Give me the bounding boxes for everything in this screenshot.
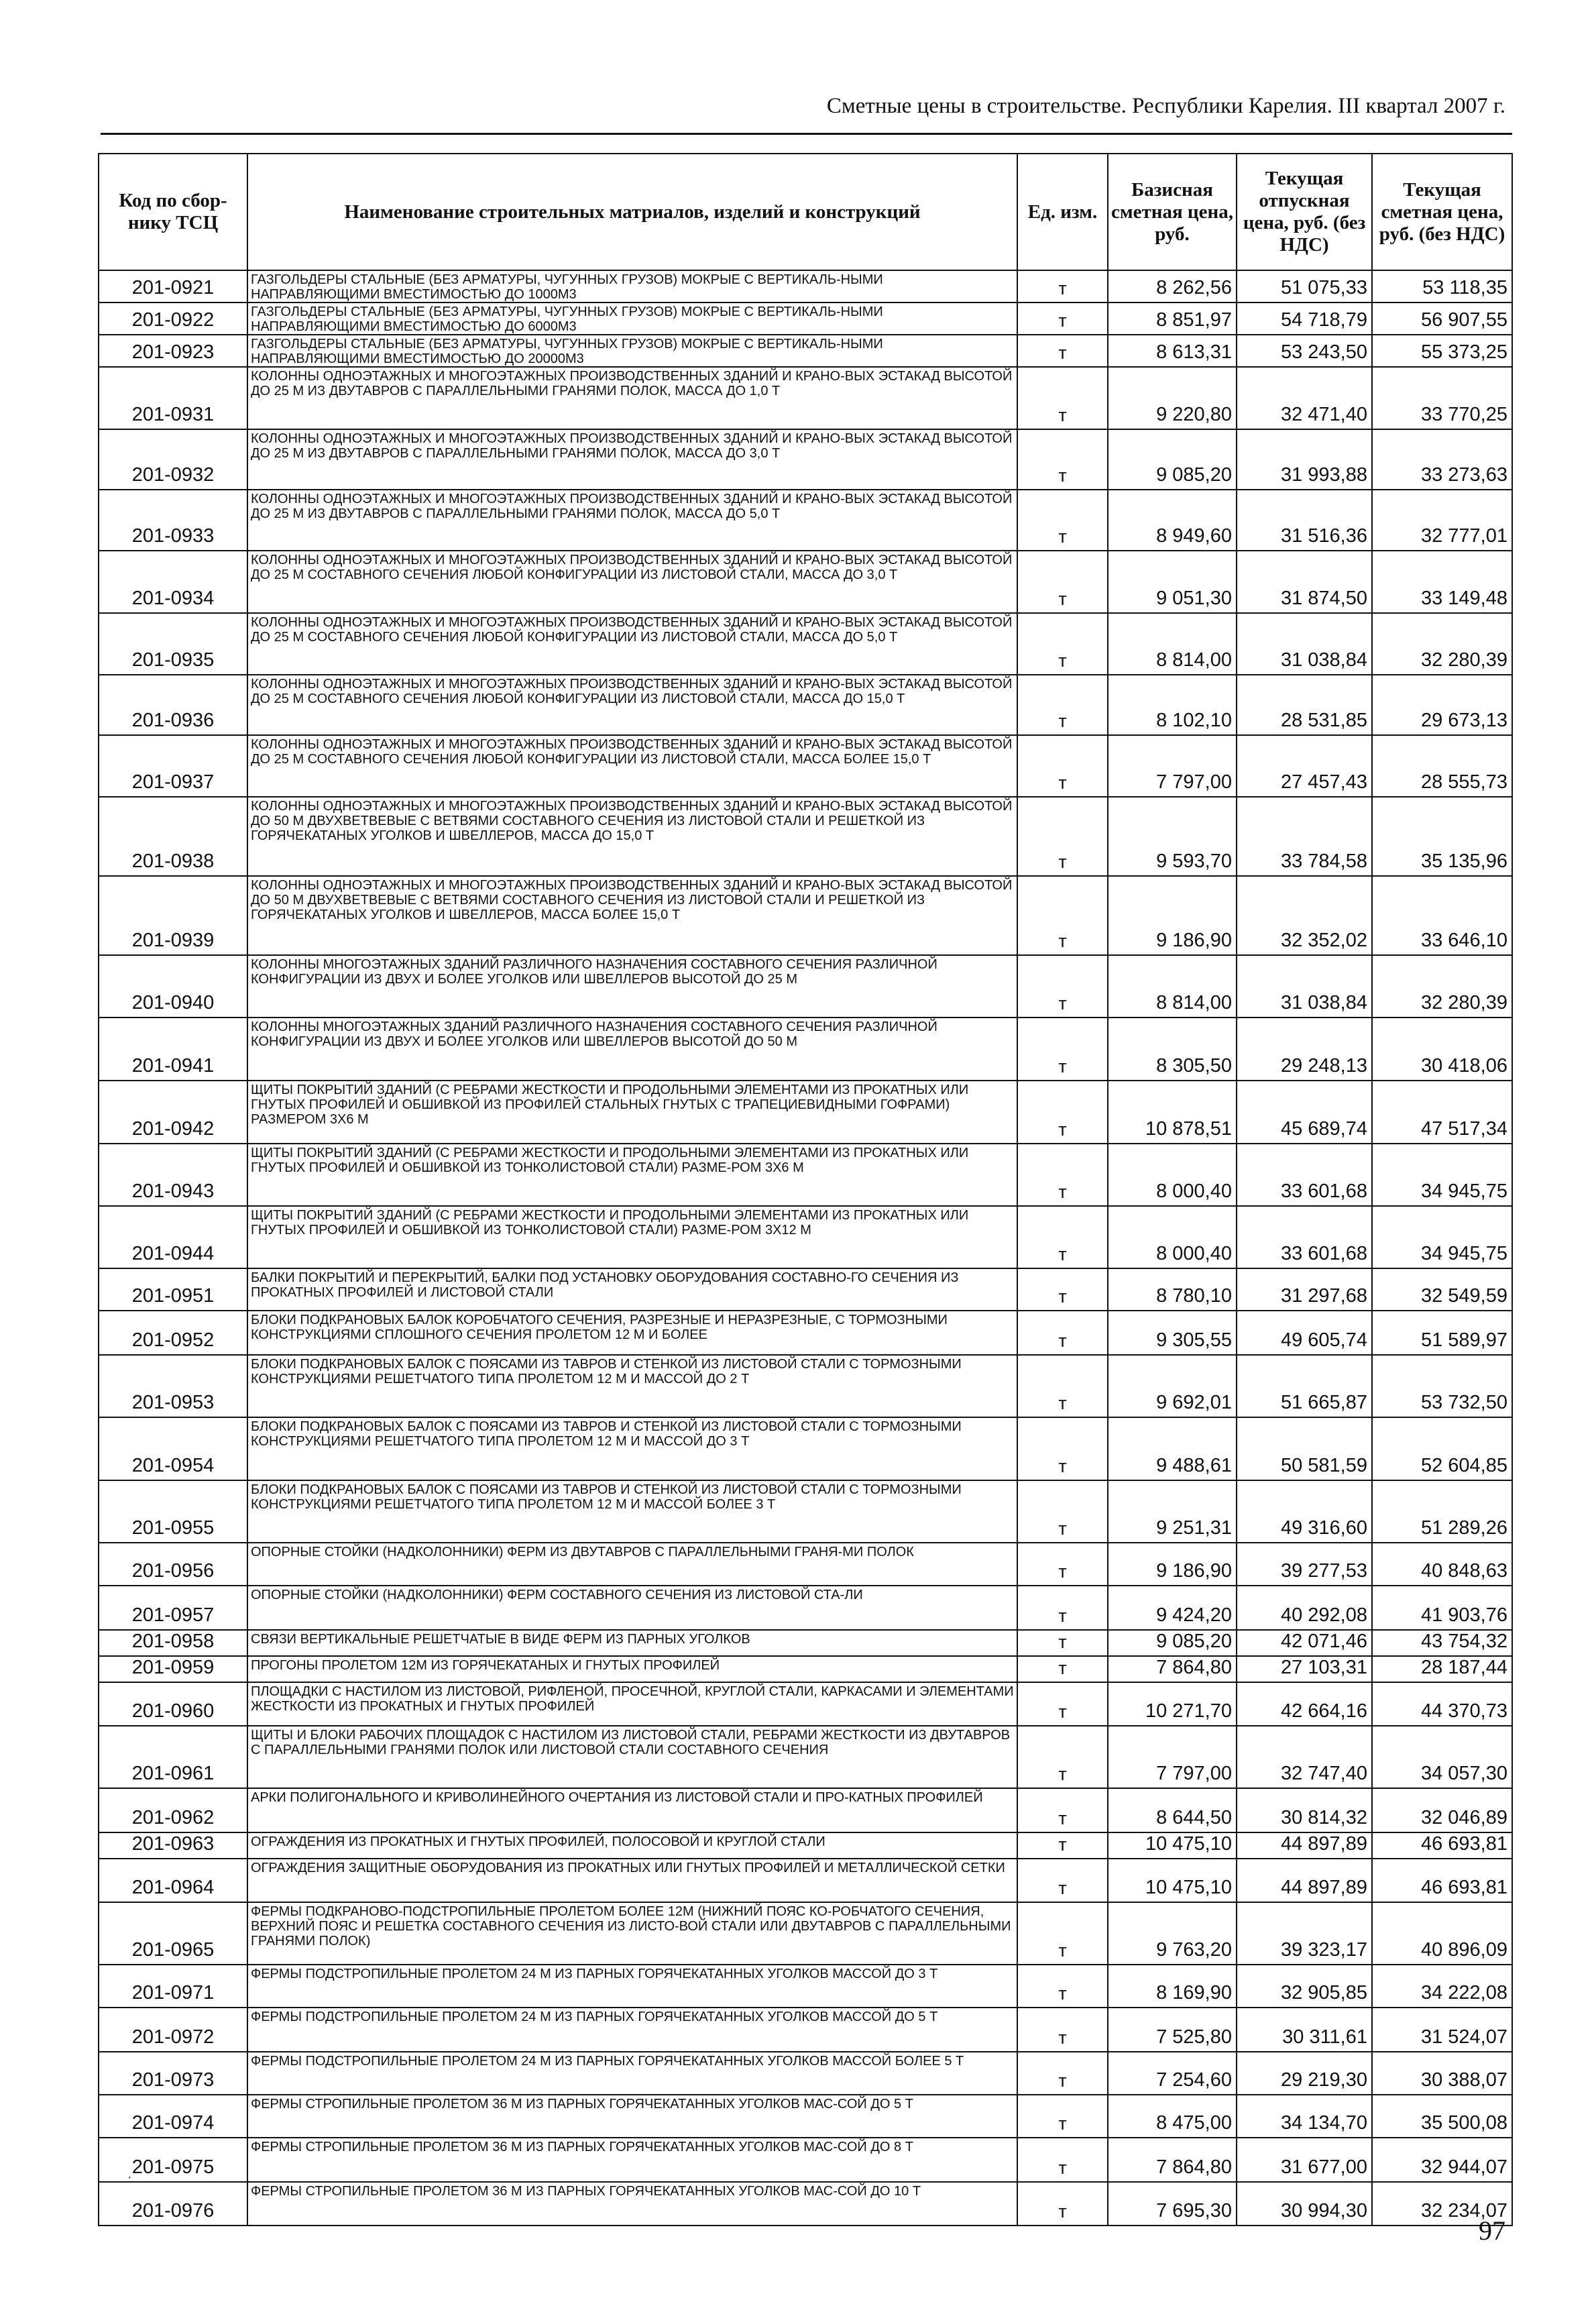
- name-cell: ГАЗГОЛЬДЕРЫ СТАЛЬНЫЕ (БЕЗ АРМАТУРЫ, ЧУГУННЫХ ГРУЗОВ) МОКРЫЕ С ВЕРТИКАЛЬ-НЫМИ НАПРАВЛЯЮЩИМИ ВМЕСТИМОСТЬЮ ДО 6000М3: [247, 303, 1017, 335]
- code-cell: 201-0973: [99, 2052, 247, 2095]
- release-price-cell: 42 071,46: [1237, 1630, 1372, 1656]
- name-cell: ПРОГОНЫ ПРОЛЕТОМ 12М ИЗ ГОРЯЧЕКАТАНЫХ И ГНУТЫХ ПРОФИЛЕЙ: [247, 1656, 1017, 1682]
- estimate-price-cell: 53 732,50: [1372, 1355, 1512, 1417]
- unit-cell: т: [1017, 429, 1108, 490]
- unit-cell: т: [1017, 367, 1108, 429]
- base-price-cell: 8 262,56: [1108, 270, 1237, 303]
- estimate-price-cell: 33 646,10: [1372, 876, 1512, 955]
- base-price-cell: 10 475,10: [1108, 1859, 1237, 1902]
- unit-cell: т: [1017, 1630, 1108, 1656]
- name-cell: ФЕРМЫ ПОДКРАНОВО-ПОДСТРОПИЛЬНЫЕ ПРОЛЕТОМ БОЛЕЕ 12М (НИЖНИЙ ПОЯС КО-РОБЧАТОГО СЕЧЕНИЯ, ВЕРХНИЙ ПОЯС И РЕШЕТКА СОСТАВНОГО СЕЧЕНИЯ ИЗ ЛИСТО-ВОЙ СТАЛИ ИЛИ ДВУТАВРОВ С ПАРАЛЛЕЛЬНЫМИ ГРАНЯМИ ПОЛОК): [247, 1902, 1017, 1965]
- estimate-price-cell: 28 187,44: [1372, 1656, 1512, 1682]
- column-header-unit: Ед. изм.: [1017, 154, 1108, 270]
- base-price-cell: 9 186,90: [1108, 876, 1237, 955]
- unit-cell: т: [1017, 490, 1108, 551]
- code-cell: 201-0971: [99, 1965, 247, 2008]
- unit-cell: т: [1017, 1206, 1108, 1268]
- base-price-cell: 9 251,31: [1108, 1480, 1237, 1543]
- base-price-cell: 8 169,90: [1108, 1965, 1237, 2008]
- estimate-price-cell: 30 388,07: [1372, 2052, 1512, 2095]
- code-cell: 201-0962: [99, 1788, 247, 1832]
- release-price-cell: 31 038,84: [1237, 613, 1372, 675]
- base-price-cell: 9 488,61: [1108, 1417, 1237, 1480]
- code-cell: 201-0923: [99, 335, 247, 367]
- base-price-cell: 8 305,50: [1108, 1018, 1237, 1081]
- name-cell: ЩИТЫ ПОКРЫТИЙ ЗДАНИЙ (С РЕБРАМИ ЖЕСТКОСТИ И ПРОДОЛЬНЫМИ ЭЛЕМЕНТАМИ ИЗ ПРОКАТНЫХ ИЛИ ГНУТЫХ ПРОФИЛЕЙ И ОБШИВКОЙ ИЗ ТОНКОЛИСТОВОЙ СТАЛИ) РАЗМЕ-РОМ 3Х6 М: [247, 1144, 1017, 1206]
- table-row: [99, 335, 1512, 367]
- release-price-cell: 39 323,17: [1237, 1902, 1372, 1965]
- release-price-cell: 39 277,53: [1237, 1543, 1372, 1586]
- table-header-row: [99, 154, 1512, 270]
- code-cell: 201-0921: [99, 270, 247, 303]
- estimate-price-cell: 33 149,48: [1372, 551, 1512, 613]
- table-row: [99, 367, 1512, 429]
- unit-cell: т: [1017, 335, 1108, 367]
- name-cell: ФЕРМЫ СТРОПИЛЬНЫЕ ПРОЛЕТОМ 36 М ИЗ ПАРНЫХ ГОРЯЧЕКАТАННЫХ УГОЛКОВ МАС-СОЙ ДО 10 Т: [247, 2182, 1017, 2226]
- base-price-cell: 9 186,90: [1108, 1543, 1237, 1586]
- code-cell: 201-0964: [99, 1859, 247, 1902]
- name-cell: ЩИТЫ ПОКРЫТИЙ ЗДАНИЙ (С РЕБРАМИ ЖЕСТКОСТИ И ПРОДОЛЬНЫМИ ЭЛЕМЕНТАМИ ИЗ ПРОКАТНЫХ ИЛИ ГНУТЫХ ПРОФИЛЕЙ И ОБШИВКОЙ ИЗ ПРОФИЛЕЙ СТАЛЬНЫХ ГНУТЫХ С ТРАПЕЦИЕВИДНЫМИ ГОФРАМИ) РАЗМЕРОМ 3Х6 М: [247, 1081, 1017, 1144]
- estimate-price-cell: 32 234,07: [1372, 2182, 1512, 2226]
- table-row: [99, 2138, 1512, 2182]
- estimate-price-cell: 35 500,08: [1372, 2095, 1512, 2138]
- base-price-cell: 9 692,01: [1108, 1355, 1237, 1417]
- column-header-estimate-price: Текущая сметная цена, руб. (без НДС): [1372, 154, 1512, 270]
- name-cell: ЩИТЫ ПОКРЫТИЙ ЗДАНИЙ (С РЕБРАМИ ЖЕСТКОСТИ И ПРОДОЛЬНЫМИ ЭЛЕМЕНТАМИ ИЗ ПРОКАТНЫХ ИЛИ ГНУТЫХ ПРОФИЛЕЙ И ОБШИВКОЙ ИЗ ТОНКОЛИСТОВОЙ СТАЛИ) РАЗМЕ-РОМ 3Х12 М: [247, 1206, 1017, 1268]
- base-price-cell: 9 051,30: [1108, 551, 1237, 613]
- name-cell: БЛОКИ ПОДКРАНОВЫХ БАЛОК КОРОБЧАТОГО СЕЧЕНИЯ, РАЗРЕЗНЫЕ И НЕРАЗРЕЗНЫЕ, С ТОРМОЗНЫМИ КОНСТРУКЦИЯМИ СПЛОШНОГО СЕЧЕНИЯ ПРОЛЕТОМ 12 М И БОЛЕЕ: [247, 1311, 1017, 1355]
- name-cell: ГАЗГОЛЬДЕРЫ СТАЛЬНЫЕ (БЕЗ АРМАТУРЫ, ЧУГУННЫХ ГРУЗОВ) МОКРЫЕ С ВЕРТИКАЛЬ-НЫМИ НАПРАВЛЯЮЩИМИ ВМЕСТИМОСТЬЮ ДО 1000М3: [247, 270, 1017, 303]
- table-row: [99, 2182, 1512, 2226]
- release-price-cell: 28 531,85: [1237, 675, 1372, 735]
- release-price-cell: 32 471,40: [1237, 367, 1372, 429]
- base-price-cell: 7 864,80: [1108, 2138, 1237, 2182]
- unit-cell: т: [1017, 1965, 1108, 2008]
- base-price-cell: 8 814,00: [1108, 613, 1237, 675]
- estimate-price-cell: 40 848,63: [1372, 1543, 1512, 1586]
- name-cell: ФЕРМЫ СТРОПИЛЬНЫЕ ПРОЛЕТОМ 36 М ИЗ ПАРНЫХ ГОРЯЧЕКАТАННЫХ УГОЛКОВ МАС-СОЙ ДО 5 Т: [247, 2095, 1017, 2138]
- base-price-cell: 8 644,50: [1108, 1788, 1237, 1832]
- code-cell: 201-0937: [99, 735, 247, 797]
- unit-cell: т: [1017, 1543, 1108, 1586]
- base-price-cell: 8 000,40: [1108, 1144, 1237, 1206]
- table-row: [99, 1081, 1512, 1144]
- estimate-price-cell: 51 289,26: [1372, 1480, 1512, 1543]
- estimate-price-cell: 46 693,81: [1372, 1859, 1512, 1902]
- unit-cell: т: [1017, 1144, 1108, 1206]
- estimate-price-cell: 44 370,73: [1372, 1682, 1512, 1726]
- estimate-price-cell: 33 273,63: [1372, 429, 1512, 490]
- table-row: [99, 1832, 1512, 1859]
- name-cell: СВЯЗИ ВЕРТИКАЛЬНЫЕ РЕШЕТЧАТЫЕ В ВИДЕ ФЕРМ ИЗ ПАРНЫХ УГОЛКОВ: [247, 1630, 1017, 1656]
- unit-cell: т: [1017, 1081, 1108, 1144]
- table-row: [99, 1480, 1512, 1543]
- table-row: [99, 1543, 1512, 1586]
- base-price-cell: 9 424,20: [1108, 1586, 1237, 1630]
- code-cell: 201-0974: [99, 2095, 247, 2138]
- unit-cell: т: [1017, 1018, 1108, 1081]
- name-cell: БАЛКИ ПОКРЫТИЙ И ПЕРЕКРЫТИЙ, БАЛКИ ПОД УСТАНОВКУ ОБОРУДОВАНИЯ СОСТАВНО-ГО СЕЧЕНИЯ ИЗ ПРОКАТНЫХ ПРОФИЛЕЙ И ЛИСТОВОЙ СТАЛИ: [247, 1268, 1017, 1311]
- name-cell: ПЛОЩАДКИ С НАСТИЛОМ ИЗ ЛИСТОВОЙ, РИФЛЕНОЙ, ПРОСЕЧНОЙ, КРУГЛОЙ СТАЛИ, КАРКАСАМИ И ЭЛЕМЕНТАМИ ЖЕСТКОСТИ ИЗ ПРОКАТНЫХ И ГНУТЫХ ПРОФИЛЕЙ: [247, 1682, 1017, 1726]
- estimate-price-cell: 47 517,34: [1372, 1081, 1512, 1144]
- table-row: [99, 1902, 1512, 1965]
- table-row: [99, 876, 1512, 955]
- code-cell: 201-0952: [99, 1311, 247, 1355]
- name-cell: КОЛОННЫ ОДНОЭТАЖНЫХ И МНОГОЭТАЖНЫХ ПРОИЗВОДСТВЕННЫХ ЗДАНИЙ И КРАНО-ВЫХ ЭСТАКАД ВЫСОТОЙ ДО 25 М СОСТАВНОГО СЕЧЕНИЯ ЛЮБОЙ КОНФИГУРАЦИИ ИЗ ЛИСТОВОЙ СТАЛИ, МАССА ДО 15,0 Т: [247, 675, 1017, 735]
- base-price-cell: 8 613,31: [1108, 335, 1237, 367]
- code-cell: 201-0944: [99, 1206, 247, 1268]
- name-cell: ЩИТЫ И БЛОКИ РАБОЧИХ ПЛОЩАДОК С НАСТИЛОМ ИЗ ЛИСТОВОЙ СТАЛИ, РЕБРАМИ ЖЕСТКОСТИ ИЗ ДВУТАВРОВ С ПАРАЛЛЕЛЬНЫМИ ГРАНЯМИ ПОЛОК ИЛИ ЛИСТОВОЙ СТАЛИ СОСТАВНОГО СЕЧЕНИЯ: [247, 1726, 1017, 1788]
- release-price-cell: 30 814,32: [1237, 1788, 1372, 1832]
- table-row: [99, 490, 1512, 551]
- name-cell: ГАЗГОЛЬДЕРЫ СТАЛЬНЫЕ (БЕЗ АРМАТУРЫ, ЧУГУННЫХ ГРУЗОВ) МОКРЫЕ С ВЕРТИКАЛЬ-НЫМИ НАПРАВЛЯЮЩИМИ ВМЕСТИМОСТЬЮ ДО 20000М3: [247, 335, 1017, 367]
- name-cell: ОПОРНЫЕ СТОЙКИ (НАДКОЛОННИКИ) ФЕРМ СОСТАВНОГО СЕЧЕНИЯ ИЗ ЛИСТОВОЙ СТА-ЛИ: [247, 1586, 1017, 1630]
- release-price-cell: 31 297,68: [1237, 1268, 1372, 1311]
- unit-cell: т: [1017, 551, 1108, 613]
- name-cell: КОЛОННЫ ОДНОЭТАЖНЫХ И МНОГОЭТАЖНЫХ ПРОИЗВОДСТВЕННЫХ ЗДАНИЙ И КРАНО-ВЫХ ЭСТАКАД ВЫСОТОЙ ДО 25 М ИЗ ДВУТАВРОВ С ПАРАЛЛЕЛЬНЫМИ ГРАНЯМИ ПОЛОК, МАССА ДО 1,0 Т: [247, 367, 1017, 429]
- base-price-cell: 8 000,40: [1108, 1206, 1237, 1268]
- code-cell: 201-0961: [99, 1726, 247, 1788]
- estimate-price-cell: 32 777,01: [1372, 490, 1512, 551]
- estimate-price-cell: 34 945,75: [1372, 1206, 1512, 1268]
- price-table: [98, 153, 1513, 2226]
- release-price-cell: 34 134,70: [1237, 2095, 1372, 2138]
- release-price-cell: 44 897,89: [1237, 1859, 1372, 1902]
- code-cell: 201-0957: [99, 1586, 247, 1630]
- code-cell: 201-0963: [99, 1832, 247, 1859]
- code-cell: 201-0922: [99, 303, 247, 335]
- header-rule: [101, 133, 1512, 135]
- release-price-cell: 50 581,59: [1237, 1417, 1372, 1480]
- estimate-price-cell: 32 944,07: [1372, 2138, 1512, 2182]
- base-price-cell: 7 254,60: [1108, 2052, 1237, 2095]
- code-cell: 201-0932: [99, 429, 247, 490]
- unit-cell: т: [1017, 1311, 1108, 1355]
- table-row: [99, 270, 1512, 303]
- page-header: Сметные цены в строительстве. Республики Карелия. III квартал 2007 г.: [826, 94, 1505, 118]
- estimate-price-cell: 52 604,85: [1372, 1417, 1512, 1480]
- estimate-price-cell: 31 524,07: [1372, 2008, 1512, 2052]
- base-price-cell: 8 949,60: [1108, 490, 1237, 551]
- table-row: [99, 1859, 1512, 1902]
- release-price-cell: 49 605,74: [1237, 1311, 1372, 1355]
- base-price-cell: 9 593,70: [1108, 797, 1237, 876]
- table-row: [99, 1144, 1512, 1206]
- code-cell: 201-0942: [99, 1081, 247, 1144]
- estimate-price-cell: 34 945,75: [1372, 1144, 1512, 1206]
- code-cell: 201-0935: [99, 613, 247, 675]
- name-cell: ФЕРМЫ СТРОПИЛЬНЫЕ ПРОЛЕТОМ 36 М ИЗ ПАРНЫХ ГОРЯЧЕКАТАННЫХ УГОЛКОВ МАС-СОЙ ДО 8 Т: [247, 2138, 1017, 2182]
- base-price-cell: 8 780,10: [1108, 1268, 1237, 1311]
- name-cell: БЛОКИ ПОДКРАНОВЫХ БАЛОК С ПОЯСАМИ ИЗ ТАВРОВ И СТЕНКОЙ ИЗ ЛИСТОВОЙ СТАЛИ С ТОРМОЗНЫМИ КОНСТРУКЦИЯМИ РЕШЕТЧАТОГО ТИПА ПРОЛЕТОМ 12 М И МАССОЙ ДО 2 Т: [247, 1355, 1017, 1417]
- column-header-release-price: Текущая отпускная цена, руб. (без НДС): [1237, 154, 1372, 270]
- release-price-cell: 30 994,30: [1237, 2182, 1372, 2226]
- base-price-cell: 7 797,00: [1108, 1726, 1237, 1788]
- release-price-cell: 31 038,84: [1237, 955, 1372, 1018]
- base-price-cell: 10 878,51: [1108, 1081, 1237, 1144]
- table-row: [99, 1965, 1512, 2008]
- unit-cell: т: [1017, 2008, 1108, 2052]
- release-price-cell: 29 219,30: [1237, 2052, 1372, 2095]
- unit-cell: т: [1017, 1586, 1108, 1630]
- base-price-cell: 9 085,20: [1108, 429, 1237, 490]
- base-price-cell: 8 814,00: [1108, 955, 1237, 1018]
- name-cell: БЛОКИ ПОДКРАНОВЫХ БАЛОК С ПОЯСАМИ ИЗ ТАВРОВ И СТЕНКОЙ ИЗ ЛИСТОВОЙ СТАЛИ С ТОРМОЗНЫМИ КОНСТРУКЦИЯМИ РЕШЕТЧАТОГО ТИПА ПРОЛЕТОМ 12 М И МАССОЙ БОЛЕЕ 3 Т: [247, 1480, 1017, 1543]
- code-cell: 201-0959: [99, 1656, 247, 1682]
- base-price-cell: 9 305,55: [1108, 1311, 1237, 1355]
- release-price-cell: 31 516,36: [1237, 490, 1372, 551]
- table-row: [99, 1206, 1512, 1268]
- unit-cell: т: [1017, 1726, 1108, 1788]
- estimate-price-cell: 30 418,06: [1372, 1018, 1512, 1081]
- release-price-cell: 51 665,87: [1237, 1355, 1372, 1417]
- base-price-cell: 8 475,00: [1108, 2095, 1237, 2138]
- estimate-price-cell: 34 057,30: [1372, 1726, 1512, 1788]
- name-cell: ФЕРМЫ ПОДСТРОПИЛЬНЫЕ ПРОЛЕТОМ 24 М ИЗ ПАРНЫХ ГОРЯЧЕКАТАННЫХ УГОЛКОВ МАССОЙ ДО 5 Т: [247, 2008, 1017, 2052]
- table-row: [99, 1630, 1512, 1656]
- unit-cell: т: [1017, 1355, 1108, 1417]
- name-cell: КОЛОННЫ ОДНОЭТАЖНЫХ И МНОГОЭТАЖНЫХ ПРОИЗВОДСТВЕННЫХ ЗДАНИЙ И КРАНО-ВЫХ ЭСТАКАД ВЫСОТОЙ ДО 25 М ИЗ ДВУТАВРОВ С ПАРАЛЛЕЛЬНЫМИ ГРАНЯМИ ПОЛОК, МАССА ДО 3,0 Т: [247, 429, 1017, 490]
- name-cell: КОЛОННЫ ОДНОЭТАЖНЫХ И МНОГОЭТАЖНЫХ ПРОИЗВОДСТВЕННЫХ ЗДАНИЙ И КРАНО-ВЫХ ЭСТАКАД ВЫСОТОЙ ДО 50 М ДВУХВЕТВЕВЫЕ С ВЕТВЯМИ СОСТАВНОГО СЕЧЕНИЯ ИЗ ЛИСТОВОЙ СТАЛИ И РЕШЕТКОЙ ИЗ ГОРЯЧЕКАТАНЫХ УГОЛКОВ И ШВЕЛЛЕРОВ, МАССА БОЛЕЕ 15,0 Т: [247, 876, 1017, 955]
- estimate-price-cell: 53 118,35: [1372, 270, 1512, 303]
- unit-cell: т: [1017, 2138, 1108, 2182]
- table-row: [99, 613, 1512, 675]
- release-price-cell: 53 243,50: [1237, 335, 1372, 367]
- release-price-cell: 27 457,43: [1237, 735, 1372, 797]
- unit-cell: т: [1017, 1480, 1108, 1543]
- table-row: [99, 551, 1512, 613]
- unit-cell: т: [1017, 1417, 1108, 1480]
- name-cell: ОПОРНЫЕ СТОЙКИ (НАДКОЛОННИКИ) ФЕРМ ИЗ ДВУТАВРОВ С ПАРАЛЛЕЛЬНЫМИ ГРАНЯ-МИ ПОЛОК: [247, 1543, 1017, 1586]
- estimate-price-cell: 28 555,73: [1372, 735, 1512, 797]
- code-cell: 201-0958: [99, 1630, 247, 1656]
- name-cell: ФЕРМЫ ПОДСТРОПИЛЬНЫЕ ПРОЛЕТОМ 24 М ИЗ ПАРНЫХ ГОРЯЧЕКАТАННЫХ УГОЛКОВ МАССОЙ БОЛЕЕ 5 Т: [247, 2052, 1017, 2095]
- table-row: [99, 1018, 1512, 1081]
- estimate-price-cell: 35 135,96: [1372, 797, 1512, 876]
- estimate-price-cell: 33 770,25: [1372, 367, 1512, 429]
- unit-cell: т: [1017, 1788, 1108, 1832]
- release-price-cell: 33 601,68: [1237, 1206, 1372, 1268]
- table-row: [99, 797, 1512, 876]
- column-header-code: Код по сбор-нику ТСЦ: [99, 154, 247, 270]
- unit-cell: т: [1017, 876, 1108, 955]
- name-cell: КОЛОННЫ ОДНОЭТАЖНЫХ И МНОГОЭТАЖНЫХ ПРОИЗВОДСТВЕННЫХ ЗДАНИЙ И КРАНО-ВЫХ ЭСТАКАД ВЫСОТОЙ ДО 25 М СОСТАВНОГО СЕЧЕНИЯ ЛЮБОЙ КОНФИГУРАЦИИ ИЗ ЛИСТОВОЙ СТАЛИ, МАССА ДО 5,0 Т: [247, 613, 1017, 675]
- table-row: [99, 1656, 1512, 1682]
- code-cell: 201-0976: [99, 2182, 247, 2226]
- table-row: [99, 2052, 1512, 2095]
- code-cell: 201-0943: [99, 1144, 247, 1206]
- code-cell: 201-0953: [99, 1355, 247, 1417]
- base-price-cell: 7 864,80: [1108, 1656, 1237, 1682]
- unit-cell: т: [1017, 1902, 1108, 1965]
- estimate-price-cell: 29 673,13: [1372, 675, 1512, 735]
- base-price-cell: 7 797,00: [1108, 735, 1237, 797]
- base-price-cell: 8 851,97: [1108, 303, 1237, 335]
- estimate-price-cell: 56 907,55: [1372, 303, 1512, 335]
- estimate-price-cell: 55 373,25: [1372, 335, 1512, 367]
- code-cell: 201-0975: [99, 2138, 247, 2182]
- table-row: [99, 1417, 1512, 1480]
- table-row: [99, 1788, 1512, 1832]
- release-price-cell: 31 677,00: [1237, 2138, 1372, 2182]
- release-price-cell: 32 352,02: [1237, 876, 1372, 955]
- table-row: [99, 2095, 1512, 2138]
- table-row: [99, 1355, 1512, 1417]
- estimate-price-cell: 51 589,97: [1372, 1311, 1512, 1355]
- unit-cell: т: [1017, 270, 1108, 303]
- release-price-cell: 40 292,08: [1237, 1586, 1372, 1630]
- unit-cell: т: [1017, 1268, 1108, 1311]
- release-price-cell: 30 311,61: [1237, 2008, 1372, 2052]
- base-price-cell: 8 102,10: [1108, 675, 1237, 735]
- base-price-cell: 10 475,10: [1108, 1832, 1237, 1859]
- table-row: [99, 1586, 1512, 1630]
- unit-cell: т: [1017, 2182, 1108, 2226]
- release-price-cell: 42 664,16: [1237, 1682, 1372, 1726]
- release-price-cell: 33 784,58: [1237, 797, 1372, 876]
- release-price-cell: 33 601,68: [1237, 1144, 1372, 1206]
- release-price-cell: 27 103,31: [1237, 1656, 1372, 1682]
- release-price-cell: 54 718,79: [1237, 303, 1372, 335]
- estimate-price-cell: 32 280,39: [1372, 613, 1512, 675]
- table-row: [99, 955, 1512, 1018]
- unit-cell: т: [1017, 675, 1108, 735]
- estimate-price-cell: 32 046,89: [1372, 1788, 1512, 1832]
- name-cell: КОЛОННЫ ОДНОЭТАЖНЫХ И МНОГОЭТАЖНЫХ ПРОИЗВОДСТВЕННЫХ ЗДАНИЙ И КРАНО-ВЫХ ЭСТАКАД ВЫСОТОЙ ДО 25 М СОСТАВНОГО СЕЧЕНИЯ ЛЮБОЙ КОНФИГУРАЦИИ ИЗ ЛИСТОВОЙ СТАЛИ, МАССА ДО 3,0 Т: [247, 551, 1017, 613]
- unit-cell: т: [1017, 955, 1108, 1018]
- code-cell: 201-0934: [99, 551, 247, 613]
- code-cell: 201-0972: [99, 2008, 247, 2052]
- table-row: [99, 1311, 1512, 1355]
- base-price-cell: 9 085,20: [1108, 1630, 1237, 1656]
- unit-cell: т: [1017, 303, 1108, 335]
- name-cell: ФЕРМЫ ПОДСТРОПИЛЬНЫЕ ПРОЛЕТОМ 24 М ИЗ ПАРНЫХ ГОРЯЧЕКАТАННЫХ УГОЛКОВ МАССОЙ ДО 3 Т: [247, 1965, 1017, 2008]
- table-row: [99, 1682, 1512, 1726]
- column-header-name: Наименование строительных матриалов, изделий и конструкций: [247, 154, 1017, 270]
- release-price-cell: 31 874,50: [1237, 551, 1372, 613]
- release-price-cell: 45 689,74: [1237, 1081, 1372, 1144]
- name-cell: КОЛОННЫ МНОГОЭТАЖНЫХ ЗДАНИЙ РАЗЛИЧНОГО НАЗНАЧЕНИЯ СОСТАВНОГО СЕЧЕНИЯ РАЗЛИЧНОЙ КОНФИГУРАЦИИ ИЗ ДВУХ И БОЛЕЕ УГОЛКОВ ИЛИ ШВЕЛЛЕРОВ ВЫСОТОЙ ДО 50 М: [247, 1018, 1017, 1081]
- code-cell: 201-0940: [99, 955, 247, 1018]
- unit-cell: т: [1017, 1656, 1108, 1682]
- code-cell: 201-0936: [99, 675, 247, 735]
- release-price-cell: 31 993,88: [1237, 429, 1372, 490]
- code-cell: 201-0938: [99, 797, 247, 876]
- table-row: [99, 1268, 1512, 1311]
- release-price-cell: 44 897,89: [1237, 1832, 1372, 1859]
- code-cell: 201-0931: [99, 367, 247, 429]
- table-row: [99, 2008, 1512, 2052]
- estimate-price-cell: 43 754,32: [1372, 1630, 1512, 1656]
- name-cell: КОЛОННЫ ОДНОЭТАЖНЫХ И МНОГОЭТАЖНЫХ ПРОИЗВОДСТВЕННЫХ ЗДАНИЙ И КРАНО-ВЫХ ЭСТАКАД ВЫСОТОЙ ДО 25 М СОСТАВНОГО СЕЧЕНИЯ ЛЮБОЙ КОНФИГУРАЦИИ ИЗ ЛИСТОВОЙ СТАЛИ, МАССА БОЛЕЕ 15,0 Т: [247, 735, 1017, 797]
- estimate-price-cell: 32 280,39: [1372, 955, 1512, 1018]
- code-cell: 201-0939: [99, 876, 247, 955]
- table-body: [99, 270, 1512, 2226]
- estimate-price-cell: 46 693,81: [1372, 1832, 1512, 1859]
- code-cell: 201-0951: [99, 1268, 247, 1311]
- code-cell: 201-0941: [99, 1018, 247, 1081]
- unit-cell: т: [1017, 1682, 1108, 1726]
- base-price-cell: 10 271,70: [1108, 1682, 1237, 1726]
- table-row: [99, 1726, 1512, 1788]
- table-row: [99, 735, 1512, 797]
- page-number: 97: [1479, 2215, 1505, 2246]
- table-row: [99, 429, 1512, 490]
- unit-cell: т: [1017, 2052, 1108, 2095]
- base-price-cell: 7 525,80: [1108, 2008, 1237, 2052]
- release-price-cell: 32 747,40: [1237, 1726, 1372, 1788]
- table-row: [99, 303, 1512, 335]
- unit-cell: т: [1017, 2095, 1108, 2138]
- table-row: [99, 675, 1512, 735]
- unit-cell: т: [1017, 1832, 1108, 1859]
- name-cell: ОГРАЖДЕНИЯ ИЗ ПРОКАТНЫХ И ГНУТЫХ ПРОФИЛЕЙ, ПОЛОСОВОЙ И КРУГЛОЙ СТАЛИ: [247, 1832, 1017, 1859]
- name-cell: КОЛОННЫ МНОГОЭТАЖНЫХ ЗДАНИЙ РАЗЛИЧНОГО НАЗНАЧЕНИЯ СОСТАВНОГО СЕЧЕНИЯ РАЗЛИЧНОЙ КОНФИГУРАЦИИ ИЗ ДВУХ И БОЛЕЕ УГОЛКОВ ИЛИ ШВЕЛЛЕРОВ ВЫСОТОЙ ДО 25 М: [247, 955, 1017, 1018]
- name-cell: АРКИ ПОЛИГОНАЛЬНОГО И КРИВОЛИНЕЙНОГО ОЧЕРТАНИЯ ИЗ ЛИСТОВОЙ СТАЛИ И ПРО-КАТНЫХ ПРОФИЛЕЙ: [247, 1788, 1017, 1832]
- base-price-cell: 7 695,30: [1108, 2182, 1237, 2226]
- estimate-price-cell: 34 222,08: [1372, 1965, 1512, 2008]
- release-price-cell: 49 316,60: [1237, 1480, 1372, 1543]
- name-cell: ОГРАЖДЕНИЯ ЗАЩИТНЫЕ ОБОРУДОВАНИЯ ИЗ ПРОКАТНЫХ ИЛИ ГНУТЫХ ПРОФИЛЕЙ И МЕТАЛЛИЧЕСКОЙ СЕТКИ: [247, 1859, 1017, 1902]
- code-cell: 201-0933: [99, 490, 247, 551]
- estimate-price-cell: 32 549,59: [1372, 1268, 1512, 1311]
- release-price-cell: 29 248,13: [1237, 1018, 1372, 1081]
- code-cell: 201-0954: [99, 1417, 247, 1480]
- estimate-price-cell: 40 896,09: [1372, 1902, 1512, 1965]
- unit-cell: т: [1017, 1859, 1108, 1902]
- code-cell: 201-0960: [99, 1682, 247, 1726]
- name-cell: КОЛОННЫ ОДНОЭТАЖНЫХ И МНОГОЭТАЖНЫХ ПРОИЗВОДСТВЕННЫХ ЗДАНИЙ И КРАНО-ВЫХ ЭСТАКАД ВЫСОТОЙ ДО 50 М ДВУХВЕТВЕВЫЕ С ВЕТВЯМИ СОСТАВНОГО СЕЧЕНИЯ ИЗ ЛИСТОВОЙ СТАЛИ И РЕШЕТКОЙ ИЗ ГОРЯЧЕКАТАНЫХ УГОЛКОВ И ШВЕЛЛЕРОВ, МАССА ДО 15,0 Т: [247, 797, 1017, 876]
- name-cell: БЛОКИ ПОДКРАНОВЫХ БАЛОК С ПОЯСАМИ ИЗ ТАВРОВ И СТЕНКОЙ ИЗ ЛИСТОВОЙ СТАЛИ С ТОРМОЗНЫМИ КОНСТРУКЦИЯМИ РЕШЕТЧАТОГО ТИПА ПРОЛЕТОМ 12 М И МАССОЙ ДО 3 Т: [247, 1417, 1017, 1480]
- base-price-cell: 9 220,80: [1108, 367, 1237, 429]
- stray-mark: ·: [127, 2170, 132, 2185]
- base-price-cell: 9 763,20: [1108, 1902, 1237, 1965]
- code-cell: 201-0955: [99, 1480, 247, 1543]
- unit-cell: т: [1017, 735, 1108, 797]
- column-header-base-price: Базисная сметная цена, руб.: [1108, 154, 1237, 270]
- code-cell: 201-0956: [99, 1543, 247, 1586]
- unit-cell: т: [1017, 797, 1108, 876]
- release-price-cell: 32 905,85: [1237, 1965, 1372, 2008]
- unit-cell: т: [1017, 613, 1108, 675]
- estimate-price-cell: 41 903,76: [1372, 1586, 1512, 1630]
- name-cell: КОЛОННЫ ОДНОЭТАЖНЫХ И МНОГОЭТАЖНЫХ ПРОИЗВОДСТВЕННЫХ ЗДАНИЙ И КРАНО-ВЫХ ЭСТАКАД ВЫСОТОЙ ДО 25 М ИЗ ДВУТАВРОВ С ПАРАЛЛЕЛЬНЫМИ ГРАНЯМИ ПОЛОК, МАССА ДО 5,0 Т: [247, 490, 1017, 551]
- release-price-cell: 51 075,33: [1237, 270, 1372, 303]
- code-cell: 201-0965: [99, 1902, 247, 1965]
